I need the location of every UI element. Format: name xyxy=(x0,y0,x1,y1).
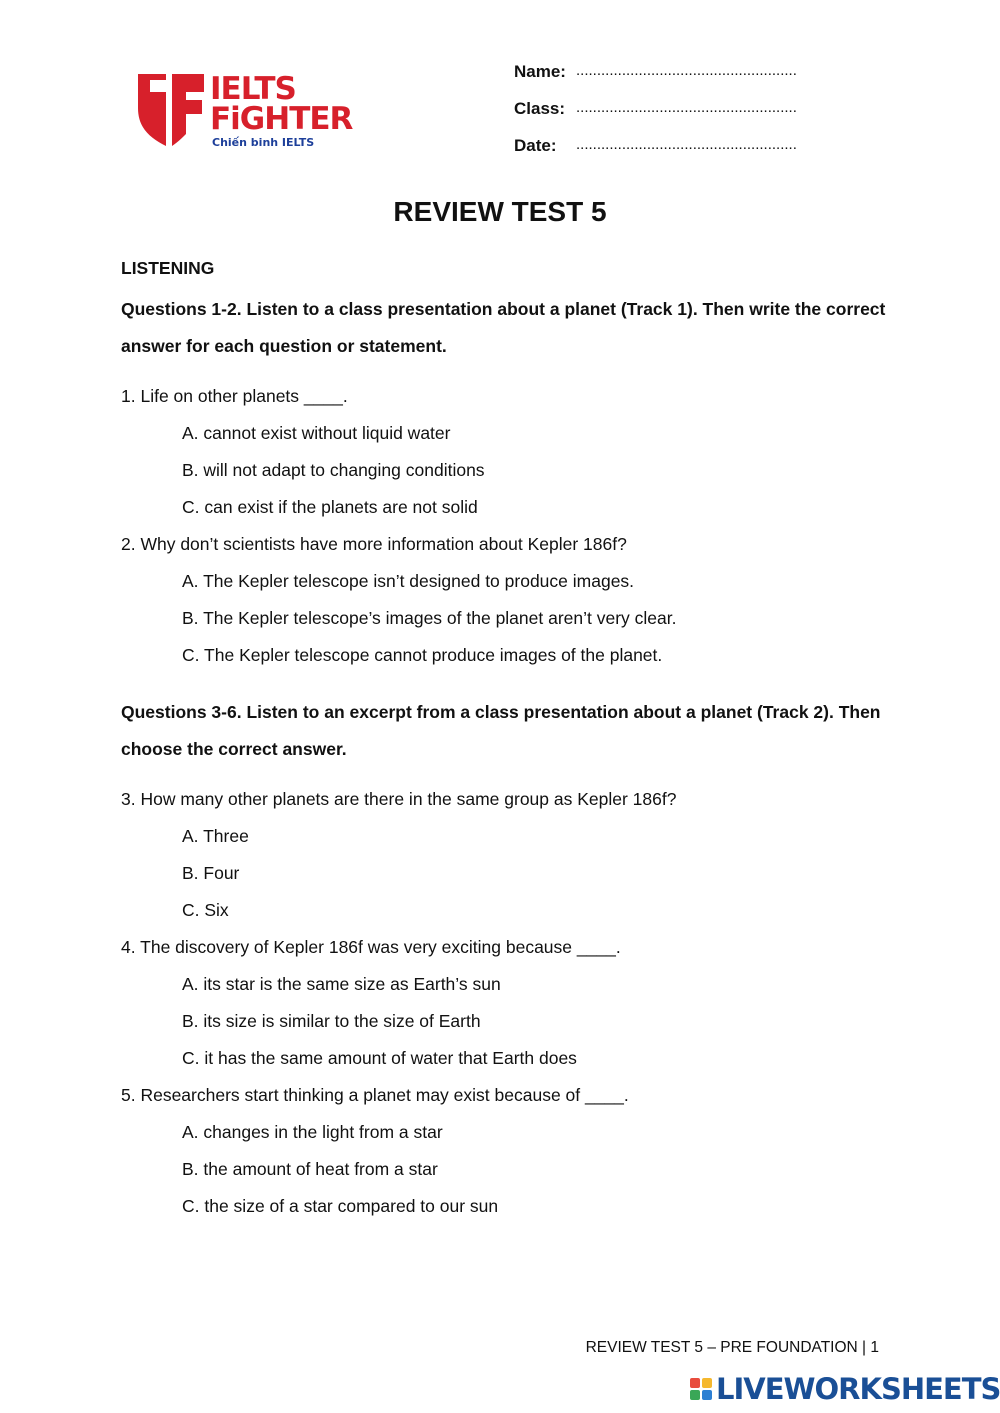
q2-option-c[interactable]: C. The Kepler telescope cannot produce images of the planet. xyxy=(182,645,663,665)
q3-option-a[interactable]: A. Three xyxy=(182,826,249,846)
question-1: 1. Life on other planets ____. xyxy=(121,386,348,406)
q1-option-a[interactable]: A. cannot exist without liquid water xyxy=(182,423,451,443)
liveworksheets-text: LIVEWORKSHEETS xyxy=(716,1372,1000,1406)
date-field[interactable]: ..................................................... xyxy=(576,136,797,153)
q5-option-a[interactable]: A. changes in the light from a star xyxy=(182,1122,443,1142)
date-row[interactable] xyxy=(514,136,797,173)
question-5: 5. Researchers start thinking a planet may exist because of ____. xyxy=(121,1085,629,1105)
q4-option-c[interactable]: C. it has the same amount of water that Earth does xyxy=(182,1048,577,1068)
logo-word-ielts: IELTS xyxy=(210,71,296,107)
class-label: Class: xyxy=(514,99,566,118)
logo-tagline: Chiến binh IELTS xyxy=(212,136,315,149)
liveworksheets-icon xyxy=(690,1378,712,1400)
class-field[interactable]: ..................................................... xyxy=(576,99,797,116)
q1-option-b[interactable]: B. will not adapt to changing conditions xyxy=(182,460,485,480)
student-info xyxy=(514,62,797,173)
liveworksheets-watermark xyxy=(690,1372,1000,1406)
name-field[interactable]: ..................................................... xyxy=(576,62,797,79)
logo-word-fighter: FiGHTER xyxy=(210,101,353,137)
page-footer: REVIEW TEST 5 – PRE FOUNDATION | 1 xyxy=(585,1339,879,1356)
class-row[interactable] xyxy=(514,99,797,136)
name-row[interactable] xyxy=(514,62,797,99)
question-4: 4. The discovery of Kepler 186f was very exciting because ____. xyxy=(121,937,621,957)
q3-option-b[interactable]: B. Four xyxy=(182,863,240,883)
q4-option-b[interactable]: B. its size is similar to the size of Earth xyxy=(182,1011,481,1031)
q3-option-c[interactable]: C. Six xyxy=(182,900,229,920)
q4-option-a[interactable]: A. its star is the same size as Earth’s sun xyxy=(182,974,501,994)
part-2-instruction: Questions 3-6. Listen to an excerpt from a class presentation about a planet (Track 2). Then choose the correct answer. xyxy=(121,702,881,759)
section-heading: LISTENING xyxy=(121,258,215,278)
q1-option-c[interactable]: C. can exist if the planets are not solid xyxy=(182,497,478,517)
part-1-instruction: Questions 1-2. Listen to a class presentation about a planet (Track 1). Then write the correct answer for each question or statement. xyxy=(121,299,886,356)
q5-option-c[interactable]: C. the size of a star compared to our sun xyxy=(182,1196,499,1216)
page-title: REVIEW TEST 5 xyxy=(393,196,607,227)
q5-option-b[interactable]: B. the amount of heat from a star xyxy=(182,1159,438,1179)
worksheet-content xyxy=(121,254,891,1225)
q2-option-b[interactable]: B. The Kepler telescope’s images of the planet aren’t very clear. xyxy=(182,608,677,628)
date-label: Date: xyxy=(514,136,557,155)
question-3: 3. How many other planets are there in the same group as Kepler 186f? xyxy=(121,789,677,809)
shield-logo-icon xyxy=(136,72,206,148)
name-label: Name: xyxy=(514,62,566,81)
ielts-fighter-logo xyxy=(136,72,366,152)
q2-option-a[interactable]: A. The Kepler telescope isn’t designed to produce images. xyxy=(182,571,635,591)
question-2: 2. Why don’t scientists have more information about Kepler 186f? xyxy=(121,534,627,554)
